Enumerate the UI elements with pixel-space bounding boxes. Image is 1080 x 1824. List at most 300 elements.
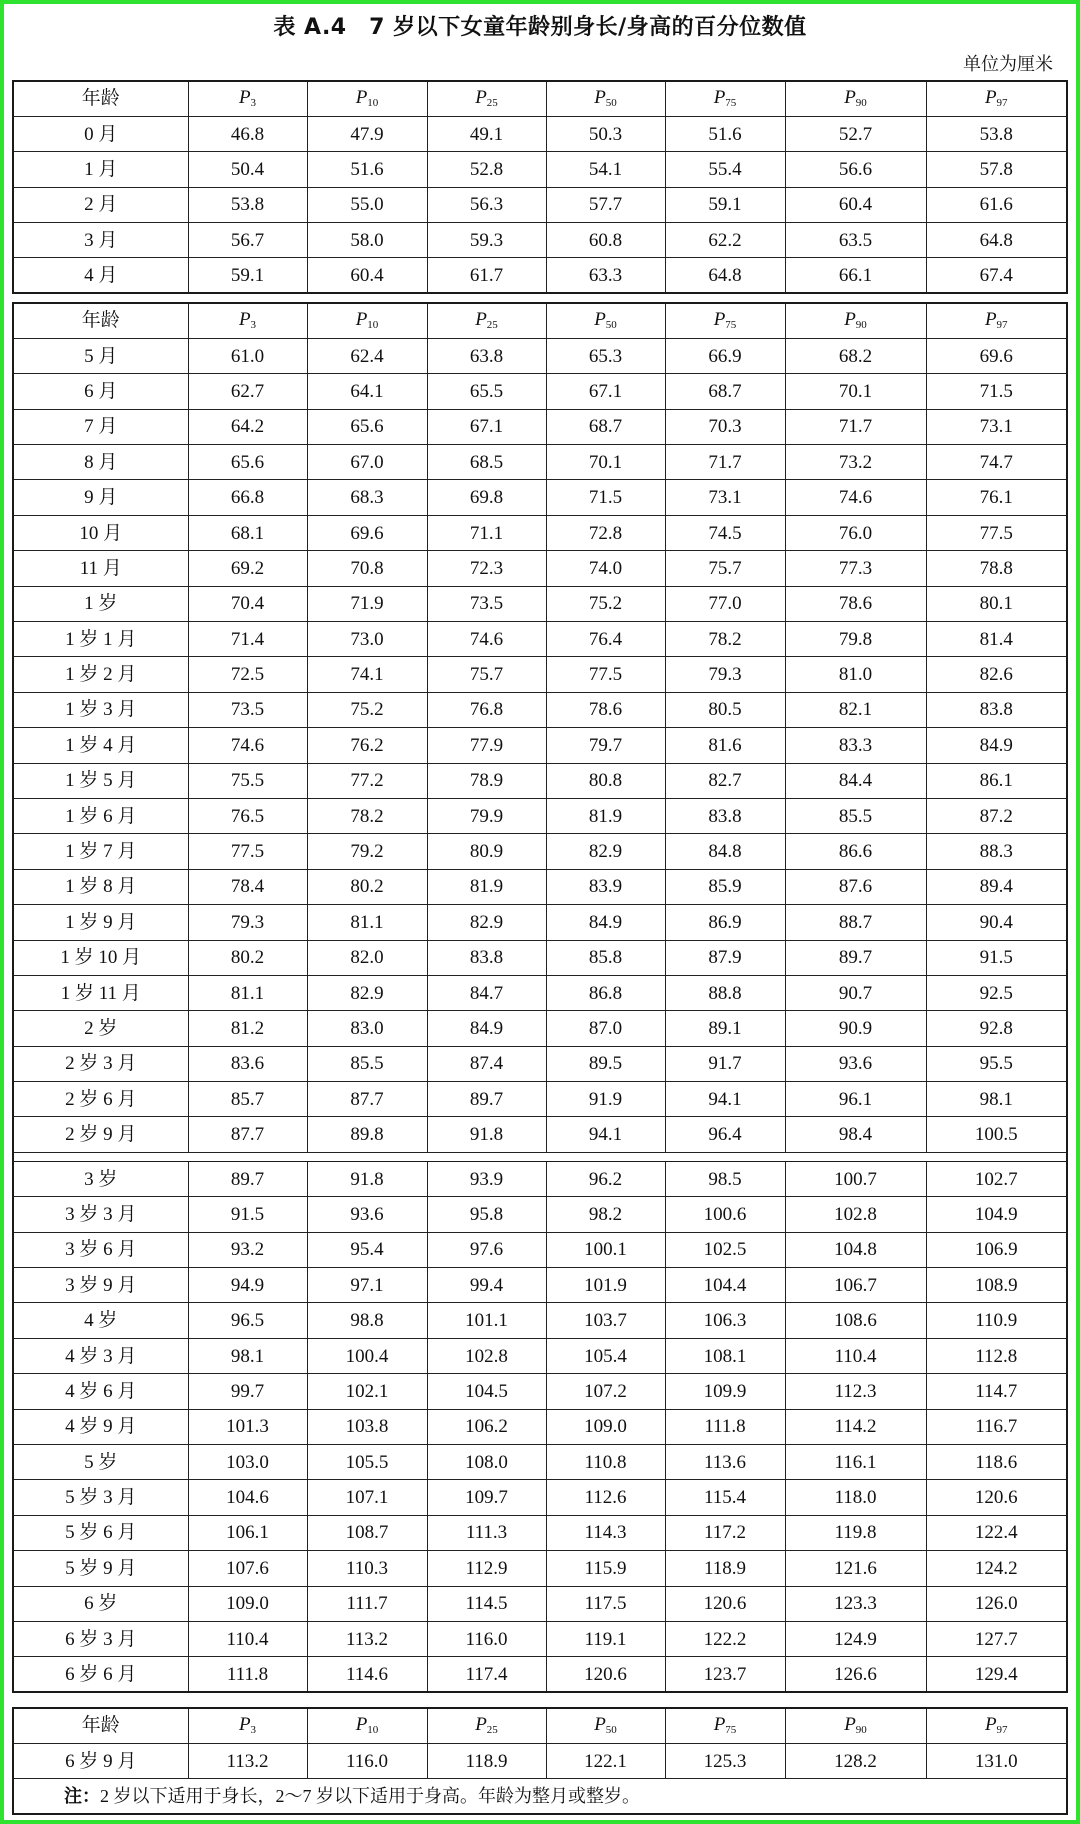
value-cell-p25: 78.9 [427,763,546,798]
value-cell-p75: 55.4 [665,152,785,187]
value-cell-p97: 87.2 [926,798,1067,833]
value-cell-p3: 83.6 [188,1046,307,1081]
value-cell-p97: 110.9 [926,1303,1067,1338]
value-cell-p97: 122.4 [926,1515,1067,1550]
value-cell-p50: 71.5 [546,480,665,515]
value-cell-p10: 82.0 [307,940,427,975]
table-row [13,1657,1067,1692]
header-p25 [427,1708,546,1743]
value-cell-p3: 74.6 [188,728,307,763]
value-cell-p90: 89.7 [785,940,926,975]
value-cell-p10: 68.3 [307,480,427,515]
table-row [13,905,1067,940]
value-cell-p97: 61.6 [926,187,1067,222]
value-cell-p10: 91.8 [307,1161,427,1196]
value-cell-p3: 110.4 [188,1621,307,1656]
value-cell-p10: 105.5 [307,1445,427,1480]
value-cell-p75: 100.6 [665,1197,785,1232]
value-cell-p90: 60.4 [785,187,926,222]
value-cell-p10: 114.6 [307,1657,427,1692]
value-cell-p50: 96.2 [546,1161,665,1196]
table-row [13,515,1067,550]
value-cell-p25: 81.9 [427,869,546,904]
value-cell-p75: 109.9 [665,1374,785,1409]
value-cell-p97: 53.8 [926,116,1067,151]
value-cell-p10: 108.7 [307,1515,427,1550]
value-cell-p3: 77.5 [188,834,307,869]
value-cell-p25: 80.9 [427,834,546,869]
header-p3 [188,81,307,116]
unit-label: 单位为厘米 [963,54,1053,74]
value-cell-p50: 109.0 [546,1409,665,1444]
value-cell-p97: 131.0 [926,1743,1067,1778]
value-cell-p25: 84.9 [427,1011,546,1046]
age-cell: 4 岁 [13,1303,188,1338]
value-cell-p90: 100.7 [785,1161,926,1196]
percentile-symbol: P [713,309,726,331]
value-cell-p50: 78.6 [546,692,665,727]
value-cell-p97: 71.5 [926,374,1067,409]
percentile-subscript: 75 [725,97,737,110]
value-cell-p50: 107.2 [546,1374,665,1409]
value-cell-p10: 107.1 [307,1480,427,1515]
table-row [13,1232,1067,1267]
header-p10 [307,303,427,338]
value-cell-p25: 56.3 [427,187,546,222]
age-cell: 4 岁 6 月 [13,1374,188,1409]
header-age: 年龄 [13,1708,188,1743]
value-cell-p25: 99.4 [427,1268,546,1303]
table-row [13,834,1067,869]
value-cell-p25: 117.4 [427,1657,546,1692]
age-cell: 1 岁 11 月 [13,975,188,1010]
age-cell: 1 岁 3 月 [13,692,188,727]
value-cell-p3: 103.0 [188,1445,307,1480]
value-cell-p25: 63.8 [427,338,546,373]
value-cell-p75: 96.4 [665,1117,785,1152]
age-cell: 1 岁 7 月 [13,834,188,869]
value-cell-p50: 83.9 [546,869,665,904]
age-cell: 4 岁 3 月 [13,1338,188,1373]
value-cell-p97: 83.8 [926,692,1067,727]
percentile-symbol: P [984,309,997,331]
header-p50 [546,81,665,116]
value-cell-p10: 113.2 [307,1621,427,1656]
percentile-subscript: 97 [996,97,1008,110]
value-cell-p75: 84.8 [665,834,785,869]
value-cell-p90: 112.3 [785,1374,926,1409]
value-cell-p10: 65.6 [307,409,427,444]
value-cell-p10: 93.6 [307,1197,427,1232]
value-cell-p90: 123.3 [785,1586,926,1621]
value-cell-p75: 64.8 [665,258,785,293]
value-cell-p3: 56.7 [188,223,307,258]
value-cell-p90: 74.6 [785,480,926,515]
value-cell-p97: 80.1 [926,586,1067,621]
header-p75 [665,1708,785,1743]
table-row [13,258,1067,293]
value-cell-p97: 104.9 [926,1197,1067,1232]
value-cell-p75: 59.1 [665,187,785,222]
value-cell-p10: 64.1 [307,374,427,409]
age-cell: 1 岁 5 月 [13,763,188,798]
value-cell-p75: 98.5 [665,1161,785,1196]
value-cell-p97: 88.3 [926,834,1067,869]
table-row [13,1621,1067,1656]
age-cell: 2 岁 9 月 [13,1117,188,1152]
value-cell-p10: 82.9 [307,975,427,1010]
value-cell-p90: 78.6 [785,586,926,621]
age-cell: 1 岁 2 月 [13,657,188,692]
value-cell-p10: 78.2 [307,798,427,833]
percentile-subscript: 3 [250,319,257,332]
header-row [13,303,1067,338]
value-cell-p90: 83.3 [785,728,926,763]
value-cell-p3: 62.7 [188,374,307,409]
value-cell-p97: 69.6 [926,338,1067,373]
value-cell-p10: 97.1 [307,1268,427,1303]
percentile-subscript: 50 [605,97,617,110]
value-cell-p25: 59.3 [427,223,546,258]
age-cell: 9 月 [13,480,188,515]
header-p97 [926,81,1067,116]
age-cell: 3 岁 6 月 [13,1232,188,1267]
value-cell-p3: 93.2 [188,1232,307,1267]
value-cell-p90: 126.6 [785,1657,926,1692]
table-row [13,1338,1067,1373]
value-cell-p97: 92.8 [926,1011,1067,1046]
value-cell-p10: 87.7 [307,1082,427,1117]
header-row [13,1708,1067,1743]
percentile-symbol: P [713,1714,726,1736]
value-cell-p10: 103.8 [307,1409,427,1444]
value-cell-p97: 91.5 [926,940,1067,975]
value-cell-p10: 62.4 [307,338,427,373]
age-cell: 1 岁 10 月 [13,940,188,975]
value-cell-p3: 96.5 [188,1303,307,1338]
table-row [13,116,1067,151]
value-cell-p50: 60.8 [546,223,665,258]
value-cell-p25: 72.3 [427,551,546,586]
table-row [13,622,1067,657]
value-cell-p10: 73.0 [307,622,427,657]
value-cell-p50: 70.1 [546,445,665,480]
header-p3 [188,1708,307,1743]
value-cell-p3: 73.5 [188,692,307,727]
age-cell: 6 岁 9 月 [13,1743,188,1778]
percentile-subscript: 50 [605,319,617,332]
value-cell-p10: 58.0 [307,223,427,258]
note-label: 注： [64,1786,100,1807]
percentile-subscript: 50 [605,1724,617,1737]
header-age: 年龄 [13,81,188,116]
value-cell-p25: 82.9 [427,905,546,940]
percentile-subscript: 3 [250,97,257,110]
value-cell-p97: 102.7 [926,1161,1067,1196]
value-cell-p90: 121.6 [785,1551,926,1586]
value-cell-p50: 80.8 [546,763,665,798]
value-cell-p10: 74.1 [307,657,427,692]
value-cell-p75: 115.4 [665,1480,785,1515]
value-cell-p25: 75.7 [427,657,546,692]
percentile-symbol: P [984,87,997,109]
percentile-table-part-3 [12,1707,1068,1815]
value-cell-p90: 124.9 [785,1621,926,1656]
value-cell-p3: 94.9 [188,1268,307,1303]
age-cell: 11 月 [13,551,188,586]
value-cell-p10: 75.2 [307,692,427,727]
value-cell-p25: 69.8 [427,480,546,515]
value-cell-p50: 91.9 [546,1082,665,1117]
value-cell-p3: 106.1 [188,1515,307,1550]
value-cell-p50: 115.9 [546,1551,665,1586]
value-cell-p3: 64.2 [188,409,307,444]
value-cell-p97: 77.5 [926,515,1067,550]
value-cell-p3: 72.5 [188,657,307,692]
table-row [13,187,1067,222]
age-cell: 6 岁 6 月 [13,1657,188,1692]
value-cell-p75: 81.6 [665,728,785,763]
value-cell-p97: 118.6 [926,1445,1067,1480]
note-row [13,1779,1067,1814]
value-cell-p25: 114.5 [427,1586,546,1621]
value-cell-p3: 68.1 [188,515,307,550]
table-body [13,81,1067,293]
value-cell-p50: 81.9 [546,798,665,833]
table-row [13,657,1067,692]
percentile-symbol: P [355,309,368,331]
percentile-subscript: 75 [725,1724,737,1737]
value-cell-p50: 75.2 [546,586,665,621]
value-cell-p25: 71.1 [427,515,546,550]
value-cell-p3: 69.2 [188,551,307,586]
value-cell-p50: 79.7 [546,728,665,763]
value-cell-p3: 75.5 [188,763,307,798]
percentile-subscript: 10 [367,319,379,332]
value-cell-p25: 79.9 [427,798,546,833]
value-cell-p75: 122.2 [665,1621,785,1656]
value-cell-p75: 106.3 [665,1303,785,1338]
percentile-symbol: P [844,87,856,109]
value-cell-p10: 55.0 [307,187,427,222]
value-cell-p3: 107.6 [188,1551,307,1586]
table-row [13,223,1067,258]
value-cell-p75: 89.1 [665,1011,785,1046]
value-cell-p10: 77.2 [307,763,427,798]
table-row [13,1117,1067,1152]
table-row [13,692,1067,727]
percentile-symbol: P [984,1714,997,1736]
value-cell-p25: 74.6 [427,622,546,657]
value-cell-p3: 66.8 [188,480,307,515]
value-cell-p97: 64.8 [926,223,1067,258]
value-cell-p75: 82.7 [665,763,785,798]
header-p90 [785,1708,926,1743]
value-cell-p3: 111.8 [188,1657,307,1692]
value-cell-p90: 93.6 [785,1046,926,1081]
value-cell-p50: 112.6 [546,1480,665,1515]
age-cell: 2 岁 3 月 [13,1046,188,1081]
value-cell-p50: 119.1 [546,1621,665,1656]
table-row [13,1046,1067,1081]
table-row [13,551,1067,586]
value-cell-p10: 100.4 [307,1338,427,1373]
value-cell-p50: 85.8 [546,940,665,975]
value-cell-p25: 102.8 [427,1338,546,1373]
value-cell-p90: 81.0 [785,657,926,692]
value-cell-p97: 73.1 [926,409,1067,444]
table-row [13,1743,1067,1778]
value-cell-p10: 51.6 [307,152,427,187]
value-cell-p3: 81.2 [188,1011,307,1046]
value-cell-p25: 112.9 [427,1551,546,1586]
value-cell-p10: 69.6 [307,515,427,550]
value-cell-p75: 71.7 [665,445,785,480]
value-cell-p90: 86.6 [785,834,926,869]
value-cell-p50: 100.1 [546,1232,665,1267]
age-cell: 3 月 [13,223,188,258]
value-cell-p25: 87.4 [427,1046,546,1081]
value-cell-p97: 57.8 [926,152,1067,187]
header-p10 [307,81,427,116]
value-cell-p75: 108.1 [665,1338,785,1373]
header-p10 [307,1708,427,1743]
value-cell-p90: 68.2 [785,338,926,373]
value-cell-p50: 87.0 [546,1011,665,1046]
table-row [13,1551,1067,1586]
header-p75 [665,81,785,116]
value-cell-p97: 81.4 [926,622,1067,657]
value-cell-p50: 103.7 [546,1303,665,1338]
age-cell: 6 月 [13,374,188,409]
value-cell-p3: 87.7 [188,1117,307,1152]
table-row [13,1303,1067,1338]
age-cell: 3 岁 [13,1161,188,1196]
table-row [13,1268,1067,1303]
value-cell-p10: 70.8 [307,551,427,586]
value-cell-p97: 116.7 [926,1409,1067,1444]
header-p75 [665,303,785,338]
value-cell-p25: 49.1 [427,116,546,151]
header-p97 [926,303,1067,338]
value-cell-p97: 126.0 [926,1586,1067,1621]
header-p25 [427,303,546,338]
value-cell-p3: 99.7 [188,1374,307,1409]
value-cell-p90: 110.4 [785,1338,926,1373]
value-cell-p25: 76.8 [427,692,546,727]
value-cell-p3: 81.1 [188,975,307,1010]
value-cell-p75: 86.9 [665,905,785,940]
age-cell: 5 岁 [13,1445,188,1480]
value-cell-p3: 50.4 [188,152,307,187]
header-row [13,81,1067,116]
value-cell-p10: 85.5 [307,1046,427,1081]
value-cell-p25: 68.5 [427,445,546,480]
value-cell-p50: 110.8 [546,1445,665,1480]
value-cell-p75: 62.2 [665,223,785,258]
value-cell-p25: 116.0 [427,1621,546,1656]
value-cell-p90: 66.1 [785,258,926,293]
percentile-symbol: P [355,1714,368,1736]
value-cell-p75: 111.8 [665,1409,785,1444]
percentile-symbol: P [475,1714,487,1736]
value-cell-p10: 98.8 [307,1303,427,1338]
value-cell-p10: 76.2 [307,728,427,763]
value-cell-p97: 78.8 [926,551,1067,586]
value-cell-p97: 108.9 [926,1268,1067,1303]
percentile-symbol: P [844,1714,856,1736]
value-cell-p50: 122.1 [546,1743,665,1778]
percentile-subscript: 3 [250,1724,257,1737]
value-cell-p50: 120.6 [546,1657,665,1692]
value-cell-p50: 65.3 [546,338,665,373]
value-cell-p75: 80.5 [665,692,785,727]
value-cell-p50: 94.1 [546,1117,665,1152]
value-cell-p10: 102.1 [307,1374,427,1409]
value-cell-p10: 80.2 [307,869,427,904]
value-cell-p90: 106.7 [785,1268,926,1303]
value-cell-p3: 65.6 [188,445,307,480]
value-cell-p25: 91.8 [427,1117,546,1152]
percentile-subscript: 25 [486,97,498,110]
header-age: 年龄 [13,303,188,338]
value-cell-p90: 70.1 [785,374,926,409]
percentile-table-part-2 [12,302,1068,1693]
value-cell-p75: 77.0 [665,586,785,621]
value-cell-p50: 86.8 [546,975,665,1010]
table-row [13,1445,1067,1480]
value-cell-p50: 114.3 [546,1515,665,1550]
value-cell-p3: 59.1 [188,258,307,293]
age-cell: 6 岁 3 月 [13,1621,188,1656]
value-cell-p3: 104.6 [188,1480,307,1515]
header-p90 [785,81,926,116]
percentile-subscript: 10 [367,1724,379,1737]
value-cell-p3: 91.5 [188,1197,307,1232]
percentile-subscript: 75 [725,319,737,332]
value-cell-p97: 127.7 [926,1621,1067,1656]
value-cell-p25: 61.7 [427,258,546,293]
age-cell: 5 岁 6 月 [13,1515,188,1550]
value-cell-p25: 93.9 [427,1161,546,1196]
value-cell-p50: 89.5 [546,1046,665,1081]
value-cell-p25: 108.0 [427,1445,546,1480]
value-cell-p75: 94.1 [665,1082,785,1117]
age-cell: 2 岁 [13,1011,188,1046]
value-cell-p90: 108.6 [785,1303,926,1338]
header-p50 [546,303,665,338]
value-cell-p90: 98.4 [785,1117,926,1152]
value-cell-p90: 118.0 [785,1480,926,1515]
value-cell-p50: 68.7 [546,409,665,444]
percentile-subscript: 25 [486,319,498,332]
value-cell-p10: 116.0 [307,1743,427,1778]
value-cell-p97: 120.6 [926,1480,1067,1515]
value-cell-p75: 117.2 [665,1515,785,1550]
table-body [13,303,1067,1692]
table-row [13,728,1067,763]
value-cell-p90: 104.8 [785,1232,926,1267]
value-cell-p97: 89.4 [926,869,1067,904]
value-cell-p3: 113.2 [188,1743,307,1778]
section-break [13,1152,1067,1161]
percentile-subscript: 97 [996,1724,1008,1737]
table-row [13,409,1067,444]
value-cell-p97: 67.4 [926,258,1067,293]
value-cell-p50: 98.2 [546,1197,665,1232]
header-p3 [188,303,307,338]
value-cell-p75: 87.9 [665,940,785,975]
